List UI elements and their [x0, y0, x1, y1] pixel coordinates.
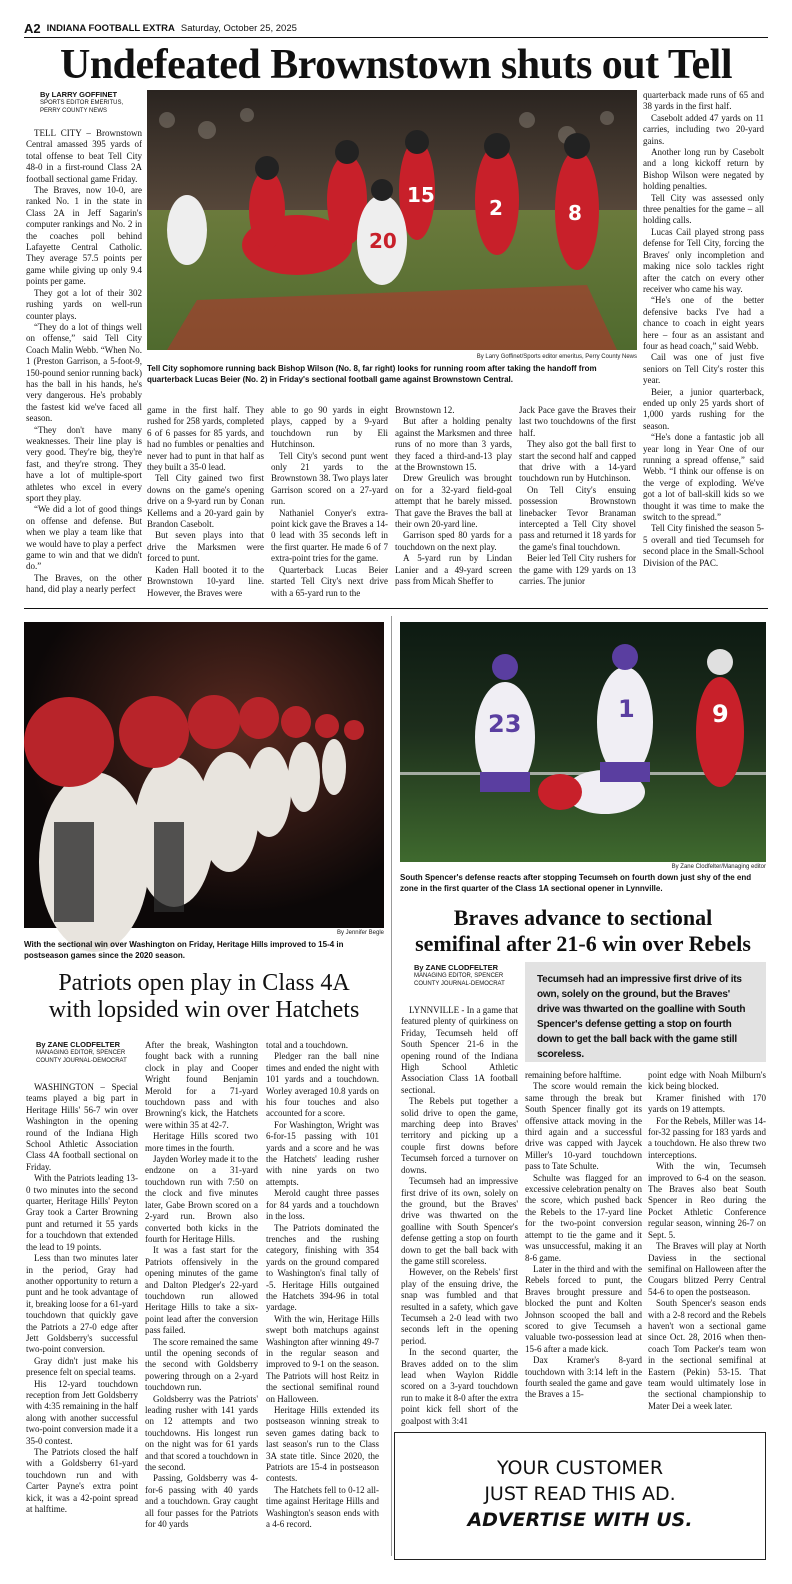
paragraph: game in the first half. They rushed for 258 yards, completed 6 of 6 passes for 85 yards, and had no fumbles or penalties and never had to punt in that half as they built a 35-0 lead. — [147, 405, 264, 473]
paragraph: Jayden Worley made it to the endzone on a 31-yard touchdown run with 7:50 on the clock and five minutes later, Gabe Brown scored on a 2-yard run. Brown also converted both kicks in the fourth for Heritage Hills. — [145, 1154, 258, 1244]
paragraph: The Patriots closed the half with a Goldsberry 61-yard touchdown run and with Carter Payne's extra point kick, it was a 42-point spread at halftime. — [26, 1447, 138, 1515]
column-divider — [391, 616, 392, 1556]
patriots-photo — [24, 622, 384, 928]
paragraph: “They don't have many weaknesses. Their line play is very good. They're big, they're fast, and they're strong. They have a lot of multiple-sport athletes who excel in every sport they play. — [26, 424, 142, 503]
ad-line: JUST READ THIS AD. — [484, 1483, 676, 1505]
paragraph: Beier led Tell City rushers for the game with 129 yards on 13 carries. The junior — [519, 553, 636, 587]
paragraph: Tell City finished the season 5-5 overall and tied Tecumseh for second place in the Small-School Division of the PAC. — [643, 523, 764, 568]
paragraph: Cail was one of just five seniors on Tell City's roster this year. — [643, 352, 764, 386]
paragraph: A 5-yard run by Lindan Lanier and a 49-yard screen pass from Micah Sheffer to — [395, 553, 512, 587]
issue-date: Saturday, October 25, 2025 — [180, 23, 297, 34]
paragraph: However, on the Rebels' first play of the ensuing drive, the snap was fumbled and that resulted in a safety, which gave Tecumseh a 2-0 lead with two seconds left in the opening period. — [401, 1267, 518, 1346]
paragraph: The score remained the same until the opening seconds of the second with Goldsberry powering through on a 2-yard touchdown run. — [145, 1336, 258, 1393]
paragraph: After the break, Washington fought back with a running clock in play and Cooper Wright found Benjamin Merold for a 71-yard touchdown pass and with Browning's kick, the Hatchets were within 35 at 42-7. — [145, 1040, 258, 1130]
braves-column-3 — [648, 1070, 766, 1425]
byline-role: SPORTS EDITOR EMERITUS, — [40, 100, 124, 106]
patriots-column-2 — [145, 1040, 258, 1562]
paragraph: Schulte was flagged for an excessive celebration penalty on the score, which pushed back the Rebels to the 17-yard line for the two-point conversion attempt to tie the game and it was unsuccessful, making it an 8-6 game. — [525, 1172, 642, 1263]
jersey-number: 20 — [369, 229, 397, 253]
paragraph: Dax Kramer's 8-yard touchdown with 3:14 left in the fourth sealed the game and gave the Braves a 15- — [525, 1355, 642, 1400]
paragraph: “He's done a fantastic job all year long in Year One of our running a spread offense,” said Webb. “I think our offense is on the verge of exploding. We've got a lot of ball-skill kids so we thought it was time to make the switch to the spread.” — [643, 432, 764, 523]
photo-caption: South Spencer's defense reacts after stopping Tecumseh on fourth down just shy of the end zone in the first quarter of the Class 1A sectional opener in Lynnville. — [400, 873, 752, 893]
paragraph: point edge with Noah Milburn's kick being blocked. — [648, 1070, 766, 1092]
paragraph: Tell City was assessed only three penalties for the game – all holding calls. — [643, 192, 764, 226]
byline-role: COUNTY JOURNAL-DEMOCRAT — [36, 1058, 127, 1064]
main-column-2 — [147, 405, 264, 598]
main-column-4 — [395, 405, 512, 590]
byline-role: MANAGING EDITOR, SPENCER — [36, 1050, 126, 1056]
paragraph: WASHINGTON – Special teams played a big part in Heritage Hills' 56-7 win over Washington in the opening round of the Indiana High School Athletic Association Class 4A football sectional on Friday. — [26, 1082, 138, 1172]
ad-line: YOUR CUSTOMER — [496, 1457, 664, 1479]
paragraph: LYNNVILLE - In a game that featured plenty of quirkiness on Friday, Tecumseh held off South Spencer 21-6 in the opening round of the Indiana High School Athletic Association Class 1A football sectional. — [401, 1005, 518, 1095]
paragraph: His 12-yard touchdown reception from Jett Goldsberry with 4:35 remaining in the half along with another successful two-point conversion made it a 35-0 contest. — [26, 1378, 138, 1446]
paragraph: For Washington, Wright was 6-for-15 passing with 101 yards and a score and he was the Hatchets' leading rusher with nine yards on two attempts. — [266, 1119, 379, 1187]
paragraph: Another long run by Casebolt and a long kickoff return by Bishop Wilson were negated by holding penalties. — [643, 147, 764, 192]
page-folio — [24, 20, 768, 38]
paragraph: Tecumseh had an impressive first drive of its own, solely on the ground, but the Braves' drive was thwarted on the goalline with South Spencer's defense getting a stop on fourth down to get the ball back with the game still scoreless. — [401, 1176, 518, 1266]
paragraph: Heritage Hills extended its postseason winning streak to seven games dating back to last season's run to the Class 3A state title. Since 2020, the Patriots are 15-4 in postseason contests. — [266, 1405, 379, 1484]
paragraph: Brownstown 12. — [395, 405, 455, 415]
main-byline — [40, 90, 140, 115]
house-advertisement[interactable] — [394, 1432, 766, 1560]
braves-pull-quote: Tecumseh had an impressive first drive of its own, solely on the ground, but the Braves' drive was thwarted on the goalline with South Spencer's defense getting a stop on fourth down to get the ball back with the game still scoreless. — [525, 962, 766, 1062]
goalline-stop-image — [400, 622, 766, 862]
paragraph: It was a fast start for the Patriots offensively in the opening minutes of the game and Dalton Pledger's 22-yard touchdown run allowed Heritage Hills to take a six-point lead after the conversion pass failed. — [145, 1245, 258, 1336]
paragraph: Garrison sped 80 yards for a touchdown on the next play. — [395, 530, 512, 552]
paragraph: Goldsberry was the Patriots' leading rusher with 141 yards on 12 attempts and two touchdowns. His longest run on the night was for 61 yards and that scored a touchdown in the second. — [145, 1393, 258, 1473]
paragraph: Merold caught three passes for 84 yards and a touchdown in the loss. — [266, 1188, 379, 1222]
paragraph: Nathaniel Conyer's extra-point kick gave the Braves a 14-0 lead with 35 seconds left in the first quarter. He made 6 of 7 extra-point tries for the game. — [271, 507, 388, 564]
paragraph: Less than two minutes later in the period, Gray had another opportunity to return a punt and he took advantage of it, breaking loose for a 61-yard touchdown that quickly gave the Patriots a 27-0 edge after Jett Goldsberry's successful two-point conversion. — [26, 1253, 138, 1355]
paragraph: “We did a lot of good things on offense and defense. But when we play a team like that we would have to play a perfect game to win and that we didn't do.” — [26, 504, 142, 572]
byline-author: By ZANE CLODFELTER — [414, 963, 499, 972]
paragraph: The Braves, now 10-0, are ranked No. 1 in the state in Class 2A in Jeff Sagarin's computer rankings and No. 2 in the coaches poll behind Lafayette Central Catholic. They average 57.5 points per game while giving up only 9.4 points per game. — [26, 185, 142, 287]
paragraph: They got a lot of their 302 rushing yards on well-run counter plays. — [26, 287, 142, 321]
section-divider — [24, 608, 768, 609]
braves-column-1 — [401, 1005, 518, 1425]
paragraph: Gray didn't just make his presence felt on special teams. — [26, 1355, 138, 1378]
headline-line: with lopsided win over Hatchets — [48, 997, 360, 1023]
paragraph: Beier, a junior quarterback, ended up only 25 yards short of 1,000 yards rushing for the season. — [643, 386, 764, 431]
main-column-5 — [519, 405, 636, 590]
paragraph: quarterback made runs of 65 and 38 yards in the first half. — [643, 90, 764, 112]
paragraph: Jack Pace gave the Braves their last two touchdowns of the first half. — [519, 405, 636, 438]
paragraph: The Braves will play at North Daviess in the sectional semifinal on Halloween after the Cougars blitzed Perry Central 54-6 to open the postseason. — [648, 1241, 766, 1297]
jersey-number: 23 — [488, 710, 522, 738]
paragraph: Lucas Cail played strong pass defense for Tell City, forcing the Braves' only incompletion and making nice solo tackles right after the catch on every other receiver who came his way. — [643, 226, 764, 294]
paragraph: Passing, Goldsberry was 4-for-6 passing with 40 yards and a touchdown. Gray caught all four passes for the Patriots for 40 yards — [145, 1473, 258, 1530]
photo-credit: By Larry Goffinet/Sports editor emeritus, Perry County News — [476, 354, 637, 360]
paragraph: For the Rebels, Miller was 14-for-32 passing for 183 yards and a touchdown. He also threw two interceptions. — [648, 1115, 766, 1160]
paragraph: The Patriots dominated the trenches and the rushing category, finishing with 354 yards on the ground compared to Washington's final tally of -5. Heritage Hills outgained the Hatchets 394-96 in total yardage. — [266, 1222, 379, 1313]
paragraph: The Braves, on the other hand, did play a nearly perfect — [26, 572, 142, 595]
paragraph: On Tell City's ensuing possession Brownstown linebacker Tevor Branaman intercepted a Tell City shovel pass and returned it 18 yards for the game's final touchdown. — [519, 484, 636, 552]
headline-line: semifinal after 21-6 win over Rebels — [415, 931, 751, 956]
paragraph: They also got the ball first to start the second half and capped that drive with a 14-yard touchdown run by Hutchinson. — [519, 439, 636, 484]
paragraph: Heritage Hills scored two more times in the fourth. — [145, 1131, 258, 1153]
paragraph: able to go 90 yards in eight plays, capped by a 9-yard touchdown run by Eli Hutchinson. — [271, 405, 388, 450]
jersey-number: 8 — [568, 201, 582, 225]
paragraph: Tell City gained two first downs on the game's opening drive on a 9-yard run by Conan Kellems and a 20-yard gain by Brandon Casebolt. — [147, 473, 264, 530]
main-column-3 — [271, 405, 388, 598]
photo-credit: By Jennifer Begle — [336, 930, 384, 936]
paragraph: But after a holding penalty against the Marksmen and three runs of no more than 3 yards, they faced a third-and-13 play at the Brownstown 15. — [395, 416, 512, 473]
jersey-number: 1 — [618, 695, 635, 723]
section-name: INDIANA FOOTBALL EXTRA — [46, 23, 175, 34]
paragraph: In the second quarter, the Braves added on to the slim lead when Waylon Riddle scored on a 3-yard touchdown run to make it 8-0 after the extra point kick fell short of the goalpost with 3:41 — [401, 1347, 518, 1426]
football-action-image — [147, 90, 637, 350]
paragraph: South Spencer's season ends with a 2-8 record and the Rebels haven't won a sectional game since Oct. 28, 2016 when then-coach Tom Packer's team won in the sectional semifinal at Eastern (Pekin) 53-15. That team would ultimately lose in the sectional championship to Mater Dei a week later. — [648, 1298, 766, 1411]
paragraph: Kramer finished with 170 yards on 19 attempts. — [648, 1092, 766, 1115]
patriots-column-1 — [26, 1082, 138, 1562]
paragraph: TELL CITY – Brownstown Central amassed 395 yards of total offense to beat Tell City 48-0 in a first-round Class 2A football sectional game Friday. — [26, 128, 142, 184]
photo-caption: Tell City sophomore running back Bishop Wilson (No. 8, far right) looks for running room after taking the handoff from quarterback Lucas Beier (No. 2) in Friday's sectional football game against Brownstown Central. — [147, 364, 597, 384]
paragraph: Quarterback Lucas Beier started Tell City's next drive with a 65-yard run to the — [271, 564, 388, 598]
paragraph: “They do a lot of things well on offense,” said Tell City Coach Malin Webb. “When No. 1 (Preston Garrison, a 5-foot-9, 150-pound senior running back) has the ball in his hands, he's very dangerous. He's probably the fastest kid we've faced all season. — [26, 321, 142, 424]
page-number: A2 — [24, 21, 41, 36]
byline-role: PERRY COUNTY NEWS — [40, 108, 108, 114]
braves-headline — [396, 905, 770, 957]
main-photo — [147, 90, 637, 350]
paragraph: remaining before halftime. — [525, 1070, 622, 1080]
paragraph: Tell City's second punt went only 21 yards to the Brownstown 38. Two plays later Garrison scored on a 27-yard run. — [271, 450, 388, 507]
patriots-byline — [36, 1040, 146, 1065]
paragraph: With the win, Tecumseh improved to 6-4 on the season. The Braves also beat South Spencer in Reo during the Pocket Athletic Conference regular season, winning 26-7 on Sept. 5. — [648, 1161, 766, 1240]
team-line-image — [24, 622, 384, 928]
paragraph: But seven plays into that drive the Marksmen were forced to punt. — [147, 530, 264, 564]
paragraph: Drew Greulich was brought on for a 32-yard field-goal attempt that he barely missed. That gave the Braves the ball at their own 20-yard line. — [395, 473, 512, 530]
headline-line: Braves advance to sectional — [453, 905, 713, 930]
paragraph: With the Patriots leading 13-0 two minutes into the second quarter, Heritage Hills' Peyton Gray took a Carter Browning punt and returned it 55 yards for a touchdown that extended the lead to 19 points. — [26, 1173, 138, 1252]
braves-column-2 — [525, 1070, 642, 1425]
main-headline: Undefeated Brownstown shuts out Tell — [59, 42, 733, 88]
paragraph: The score would remain the same through the break but South Spencer finally got its offensive attack moving in the third again and a successful drive was capped with Jaycek Miller's 10-yard touchdown pass to Tate Schulte. — [525, 1081, 642, 1172]
paragraph: Kaden Hall booted it to the Brownstown 10-yard line. However, the Braves were — [147, 564, 264, 598]
photo-caption: With the sectional win over Washington on Friday, Heritage Hills improved to 15-4 in postseason games since the 2020 season. — [24, 940, 344, 960]
paragraph: Later in the third and with the Rebels forced to punt, the Braves brought pressure and blocked the punt and Kolten Johnson scooped the ball and scored to give Tecumseh a valuable two-possession lead at 15-6 after a made kick. — [525, 1263, 642, 1354]
headline-line: Patriots open play in Class 4A — [58, 970, 350, 996]
paragraph: “He's one of the better defensive backs I've had a chance to coach in eight years here – four as an assistant and four as head coach,” said Webb. — [643, 295, 764, 351]
jersey-number: 2 — [489, 196, 503, 220]
photo-credit: By Zane Clodfelter/Managing editor — [671, 864, 766, 870]
ad-call-to-action: ADVERTISE WITH US. — [467, 1509, 693, 1531]
main-column-6 — [643, 90, 764, 590]
byline-author: By LARRY GOFFINET — [40, 90, 118, 99]
braves-photo — [400, 622, 766, 862]
braves-byline — [414, 963, 519, 988]
main-column-1 — [26, 128, 142, 595]
paragraph: With the win, Heritage Hills swept both matchups against Washington after winning 49-7 in the regular season and improved to 9-1 on the season. The Patriots will host Reitz in the sectional semifinal round on Halloween. — [266, 1313, 379, 1404]
paragraph: The Rebels put together a solid drive to open the game, marching deep into Braves' territory and picking up a couple first downs before Tecumseh forced a turnover on downs. — [401, 1096, 518, 1175]
jersey-number: 9 — [712, 700, 729, 728]
paragraph: Pledger ran the ball nine times and ended the night with 101 yards and a touchdown. Worley averaged 10.8 yards on his four touches and also accounted for a score. — [266, 1051, 379, 1119]
paragraph: Casebolt added 47 yards on 11 carries, including two 20-yard gains. — [643, 112, 764, 146]
patriots-column-3 — [266, 1040, 379, 1562]
patriots-headline — [24, 970, 384, 1024]
byline-role: COUNTY JOURNAL-DEMOCRAT — [414, 981, 505, 987]
paragraph: total and a touchdown. — [266, 1040, 348, 1050]
byline-author: By ZANE CLODFELTER — [36, 1040, 121, 1049]
paragraph: The Hatchets fell to 0-12 all-time against Heritage Hills and Washington's season ends with a 4-6 record. — [266, 1484, 379, 1530]
byline-role: MANAGING EDITOR, SPENCER — [414, 973, 504, 979]
jersey-number: 15 — [407, 183, 435, 207]
